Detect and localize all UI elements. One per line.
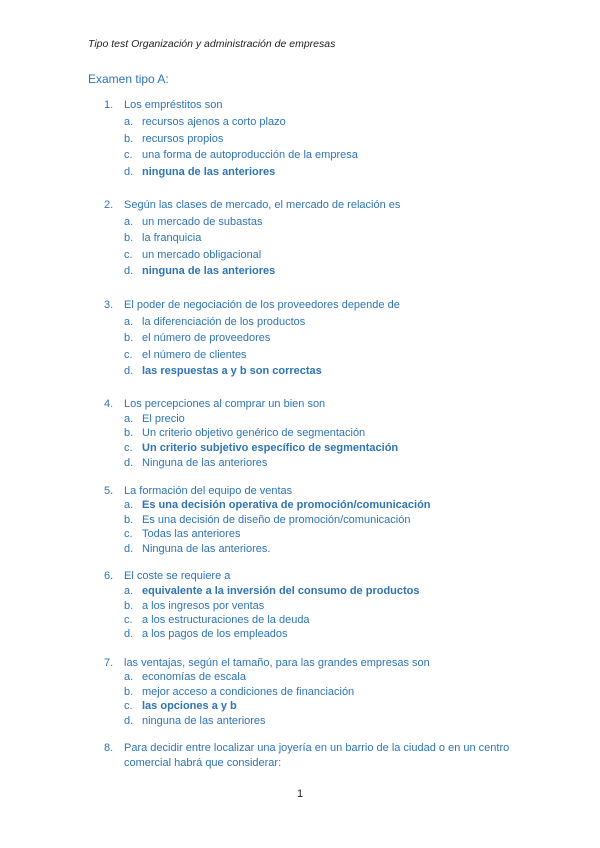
option-text: mejor acceso a condiciones de financiación <box>142 686 355 698</box>
option-text: un mercado de subastas <box>142 216 263 228</box>
correct-option-text: ninguna de las anteriores <box>142 265 276 277</box>
option-letter: a. <box>124 116 134 128</box>
option-letter: a. <box>124 413 134 425</box>
option-letter: a. <box>124 671 134 683</box>
option-letter: d. <box>124 543 134 555</box>
option-text: recursos propios <box>142 133 224 145</box>
correct-option-text: las respuestas a y b son correctas <box>142 365 322 377</box>
option-letter: b. <box>124 133 134 145</box>
page-header: Tipo test Organización y administración de empresas <box>88 38 336 50</box>
correct-option-text: las opciones a y b <box>142 700 237 712</box>
option-letter: a. <box>124 216 134 228</box>
question-number: 6. <box>104 570 114 582</box>
option-text: Un criterio objetivo genérico de segmentación <box>142 427 366 439</box>
question-number: 2. <box>104 199 114 211</box>
option-text: la diferenciación de los productos <box>142 316 306 328</box>
option-letter: b. <box>124 514 134 526</box>
option-letter: d. <box>124 628 134 640</box>
correct-option-text: equivalente a la inversión del consumo de productos <box>142 585 420 597</box>
option-letter: c. <box>124 442 133 454</box>
question-text: Los empréstitos son <box>124 99 223 111</box>
option-text: recursos ajenos a corto plazo <box>142 116 286 128</box>
question-text: Según las clases de mercado, el mercado de relación es <box>124 199 401 211</box>
question-text: Para decidir entre localizar una joyería en un barrio de la ciudad o en un centro <box>124 742 510 754</box>
page-number: 1 <box>297 788 304 800</box>
question-text: La formación del equipo de ventas <box>124 485 293 497</box>
question-number: 4. <box>104 398 114 410</box>
option-letter: d. <box>124 715 134 727</box>
option-letter: a. <box>124 316 134 328</box>
option-letter: b. <box>124 686 134 698</box>
question-text: El poder de negociación de los proveedores depende de <box>124 299 400 311</box>
option-text: economías de escala <box>142 671 246 683</box>
option-letter: c. <box>124 614 133 626</box>
question-text-continued: comercial habrá que considerar: <box>124 757 282 769</box>
option-letter: d. <box>124 365 134 377</box>
question-text: El coste se requiere a <box>124 570 231 582</box>
question-number: 3. <box>104 299 114 311</box>
question-text: las ventajas, según el tamaño, para las grandes empresas son <box>124 657 430 669</box>
correct-option-text: Es una decisión operativa de promoción/comunicación <box>142 499 431 511</box>
correct-option-text: Un criterio subjetivo específico de segmentación <box>142 442 399 454</box>
exam-title: Examen tipo A: <box>88 72 169 86</box>
option-letter: d. <box>124 166 134 178</box>
option-letter: b. <box>124 232 134 244</box>
option-text: la franquicia <box>142 232 202 244</box>
correct-option-text: ninguna de las anteriores <box>142 166 276 178</box>
option-letter: c. <box>124 149 133 161</box>
option-text: Ninguna de las anteriores. <box>142 543 271 555</box>
option-letter: c. <box>124 249 133 261</box>
option-letter: a. <box>124 499 134 511</box>
option-text: Es una decisión de diseño de promoción/comunicación <box>142 514 411 526</box>
question-number: 5. <box>104 485 114 497</box>
option-letter: b. <box>124 600 134 612</box>
option-text: ninguna de las anteriores <box>142 715 266 727</box>
option-letter: c. <box>124 349 133 361</box>
option-text: un mercado obligacional <box>142 249 262 261</box>
option-text: una forma de autoproducción de la empresa <box>142 149 358 161</box>
option-letter: c. <box>124 528 133 540</box>
option-text: el número de proveedores <box>142 332 271 344</box>
option-text: el número de clientes <box>142 349 247 361</box>
option-letter: d. <box>124 265 134 277</box>
option-text: Todas las anteriores <box>142 528 241 540</box>
option-text: Ninguna de las anteriores <box>142 457 268 469</box>
option-text: a los estructuraciones de la deuda <box>142 614 310 626</box>
option-letter: a. <box>124 585 134 597</box>
question-number: 7. <box>104 657 114 669</box>
option-text: a los ingresos por ventas <box>142 600 265 612</box>
question-number: 8. <box>104 742 114 754</box>
option-letter: b. <box>124 427 134 439</box>
option-letter: d. <box>124 457 134 469</box>
question-number: 1. <box>104 99 114 111</box>
option-letter: c. <box>124 700 133 712</box>
option-letter: b. <box>124 332 134 344</box>
option-text: El precio <box>142 413 185 425</box>
option-text: a los pagos de los empleados <box>142 628 288 640</box>
question-text: Los percepciones al comprar un bien son <box>124 398 326 410</box>
